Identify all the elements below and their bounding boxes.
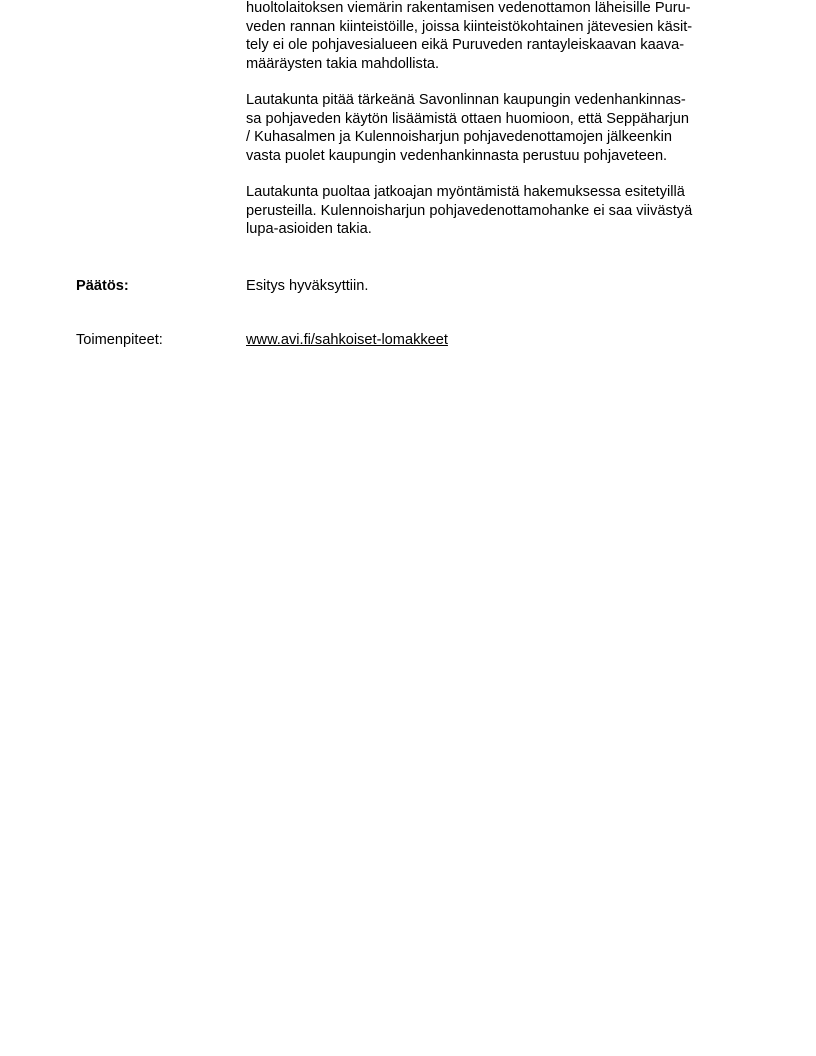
paragraph-line: huoltolaitoksen viemärin rakentamisen vedenottamon läheisille Puru- [246, 0, 691, 16]
paragraph-line: lupa-asioiden takia. [246, 221, 372, 237]
paragraph-1 [246, 0, 746, 73]
paragraph-line: perusteilla. Kulennoisharjun pohjavedenottamohanke ei saa viivästyä [246, 202, 693, 219]
paragraph-line: tely ei ole pohjavesialueen eikä Puruveden rantayleiskaavan kaava- [246, 37, 685, 53]
paragraph-3 [246, 183, 746, 239]
decision-text: Esitys hyväksyttiin. [246, 278, 369, 294]
paragraph-line: Lautakunta pitää tärkeänä Savonlinnan kaupungin vedenhankinnas- [246, 92, 686, 108]
paragraph-line: sa pohjaveden käytön lisäämistä ottaen huomioon, että Seppäharjun [246, 110, 689, 127]
paragraph-line: määräysten takia mahdollista. [246, 55, 440, 72]
paragraph-2 [246, 91, 746, 165]
paragraph-line: / Kuhasalmen ja Kulennoisharjun pohjavedenottamojen jälkeenkin [246, 129, 672, 145]
actions-value [246, 331, 448, 350]
actions-label: Toimenpiteet: [76, 332, 163, 348]
decision-label: Päätös: [76, 278, 129, 294]
paragraph-line: vasta puolet kaupungin vedenhankinnasta perustuu pohjaveteen. [246, 147, 668, 164]
paragraph-line: veden rannan kiinteistöille, joissa kiinteistökohtainen jätevesien käsit- [246, 18, 693, 35]
forms-link[interactable]: www.avi.fi/sahkoiset-lomakkeet [246, 332, 448, 348]
paragraph-line: Lautakunta puoltaa jatkoajan myöntämistä hakemuksessa esitetyillä [246, 184, 685, 200]
